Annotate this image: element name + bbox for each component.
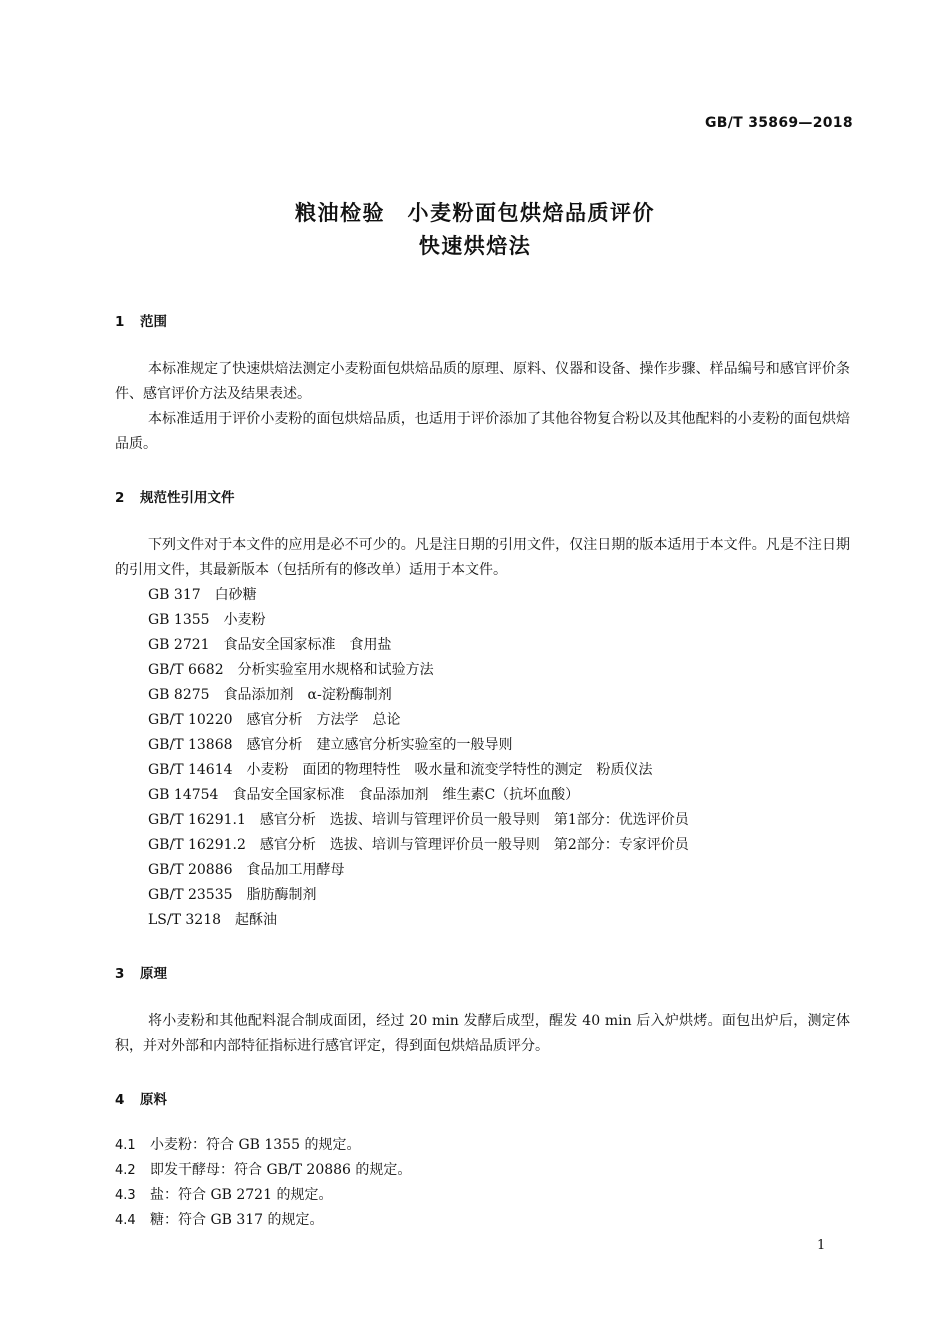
section-title: 规范性引用文件 bbox=[140, 490, 235, 506]
reference-list bbox=[148, 583, 689, 933]
reference-code: GB 8275 bbox=[148, 687, 210, 703]
reference-item bbox=[148, 833, 689, 858]
reference-title: 食品安全国家标准 食品添加剂 维生素C（抗坏血酸） bbox=[232, 787, 580, 803]
materials-list bbox=[115, 1133, 411, 1233]
reference-title: 分析实验室用水规格和试验方法 bbox=[237, 662, 434, 678]
reference-item bbox=[148, 633, 689, 658]
reference-title: 脂肪酶制剂 bbox=[246, 887, 317, 903]
reference-title: 白砂糖 bbox=[214, 587, 257, 603]
page-number: 1 bbox=[817, 1238, 826, 1253]
document-title-line2: 快速烘焙法 bbox=[418, 234, 532, 258]
reference-item bbox=[148, 858, 689, 883]
reference-item bbox=[148, 883, 689, 908]
reference-title: 小麦粉 bbox=[223, 612, 266, 628]
reference-item bbox=[148, 658, 689, 683]
material-item bbox=[115, 1208, 411, 1233]
reference-item bbox=[148, 908, 689, 933]
reference-title: 感官分析 建立感官分析实验室的一般导则 bbox=[246, 737, 513, 753]
reference-code: GB/T 23535 bbox=[148, 887, 233, 903]
clause-text: 即发干酵母：符合 GB/T 20886 的规定。 bbox=[150, 1162, 412, 1178]
section-4-heading bbox=[115, 1088, 167, 1108]
section-title: 原料 bbox=[140, 1092, 167, 1108]
reference-item bbox=[148, 708, 689, 733]
reference-title: 感官分析 选拔、培训与管理评价员一般导则 第2部分：专家评价员 bbox=[259, 837, 689, 853]
reference-code: GB 1355 bbox=[148, 612, 210, 628]
reference-item bbox=[148, 733, 689, 758]
reference-title: 感官分析 方法学 总论 bbox=[246, 712, 401, 728]
material-item bbox=[115, 1183, 411, 1208]
clause-number: 4.4 bbox=[115, 1213, 136, 1228]
section-title: 原理 bbox=[140, 966, 167, 982]
clause-text: 小麦粉：符合 GB 1355 的规定。 bbox=[150, 1137, 361, 1153]
reference-code: GB 317 bbox=[148, 587, 201, 603]
reference-code: GB/T 13868 bbox=[148, 737, 233, 753]
document-title-line1: 粮油检验 小麦粉面包烘焙品质评价 bbox=[295, 201, 655, 225]
reference-code: GB 2721 bbox=[148, 637, 210, 653]
section-2-intro: 下列文件对于本文件的应用是必不可少的。凡是注日期的引用文件，仅注日期的版本适用于本文件。凡是不注日期的引用文件，其最新版本（包括所有的修改单）适用于本文件。 bbox=[115, 537, 850, 578]
reference-code: GB/T 20886 bbox=[148, 862, 233, 878]
reference-item bbox=[148, 808, 689, 833]
reference-title: 起酥油 bbox=[235, 912, 278, 928]
section-number: 1 bbox=[115, 314, 125, 330]
reference-code: GB/T 16291.1 bbox=[148, 812, 246, 828]
section-3-paragraph: 将小麦粉和其他配料混合制成面团，经过 20 min 发酵后成型，醒发 40 min 后入炉烘烤。面包出炉后，测定体积，并对外部和内部特征指标进行感官评定，得到面包烘焙品质评分。 bbox=[115, 1013, 850, 1054]
reference-code: GB 14754 bbox=[148, 787, 219, 803]
section-title: 范围 bbox=[140, 314, 167, 330]
reference-code: GB/T 6682 bbox=[148, 662, 224, 678]
section-3-heading bbox=[115, 962, 167, 982]
section-2-heading bbox=[115, 486, 235, 506]
clause-text: 盐：符合 GB 2721 的规定。 bbox=[150, 1187, 333, 1203]
reference-title: 小麦粉 面团的物理特性 吸水量和流变学特性的测定 粉质仪法 bbox=[246, 762, 653, 778]
section-1-paragraph-1: 本标准规定了快速烘焙法测定小麦粉面包烘焙品质的原理、原料、仪器和设备、操作步骤、样品编号和感官评价条件、感官评价方法及结果表述。 bbox=[115, 361, 850, 402]
reference-title: 食品添加剂 α-淀粉酶制剂 bbox=[223, 687, 392, 703]
material-item bbox=[115, 1133, 411, 1158]
section-number: 2 bbox=[115, 490, 125, 506]
reference-code: GB/T 16291.2 bbox=[148, 837, 246, 853]
section-1-paragraph-2: 本标准适用于评价小麦粉的面包烘焙品质，也适用于评价添加了其他谷物复合粉以及其他配料的小麦粉的面包烘焙品质。 bbox=[115, 411, 850, 452]
material-item bbox=[115, 1158, 411, 1183]
clause-number: 4.2 bbox=[115, 1163, 136, 1178]
reference-item bbox=[148, 758, 689, 783]
clause-text: 糖：符合 GB 317 的规定。 bbox=[150, 1212, 324, 1228]
clause-number: 4.1 bbox=[115, 1138, 136, 1153]
reference-code: GB/T 10220 bbox=[148, 712, 233, 728]
section-1-heading bbox=[115, 310, 167, 330]
section-number: 4 bbox=[115, 1092, 125, 1108]
reference-item bbox=[148, 608, 689, 633]
reference-code: LS/T 3218 bbox=[148, 912, 222, 928]
reference-title: 食品安全国家标准 食用盐 bbox=[223, 637, 392, 653]
reference-item bbox=[148, 783, 689, 808]
clause-number: 4.3 bbox=[115, 1188, 136, 1203]
section-number: 3 bbox=[115, 966, 125, 982]
reference-item bbox=[148, 583, 689, 608]
standard-number: GB/T 35869—2018 bbox=[705, 115, 853, 131]
reference-item bbox=[148, 683, 689, 708]
reference-code: GB/T 14614 bbox=[148, 762, 233, 778]
reference-title: 感官分析 选拔、培训与管理评价员一般导则 第1部分：优选评价员 bbox=[259, 812, 689, 828]
reference-title: 食品加工用酵母 bbox=[246, 862, 345, 878]
